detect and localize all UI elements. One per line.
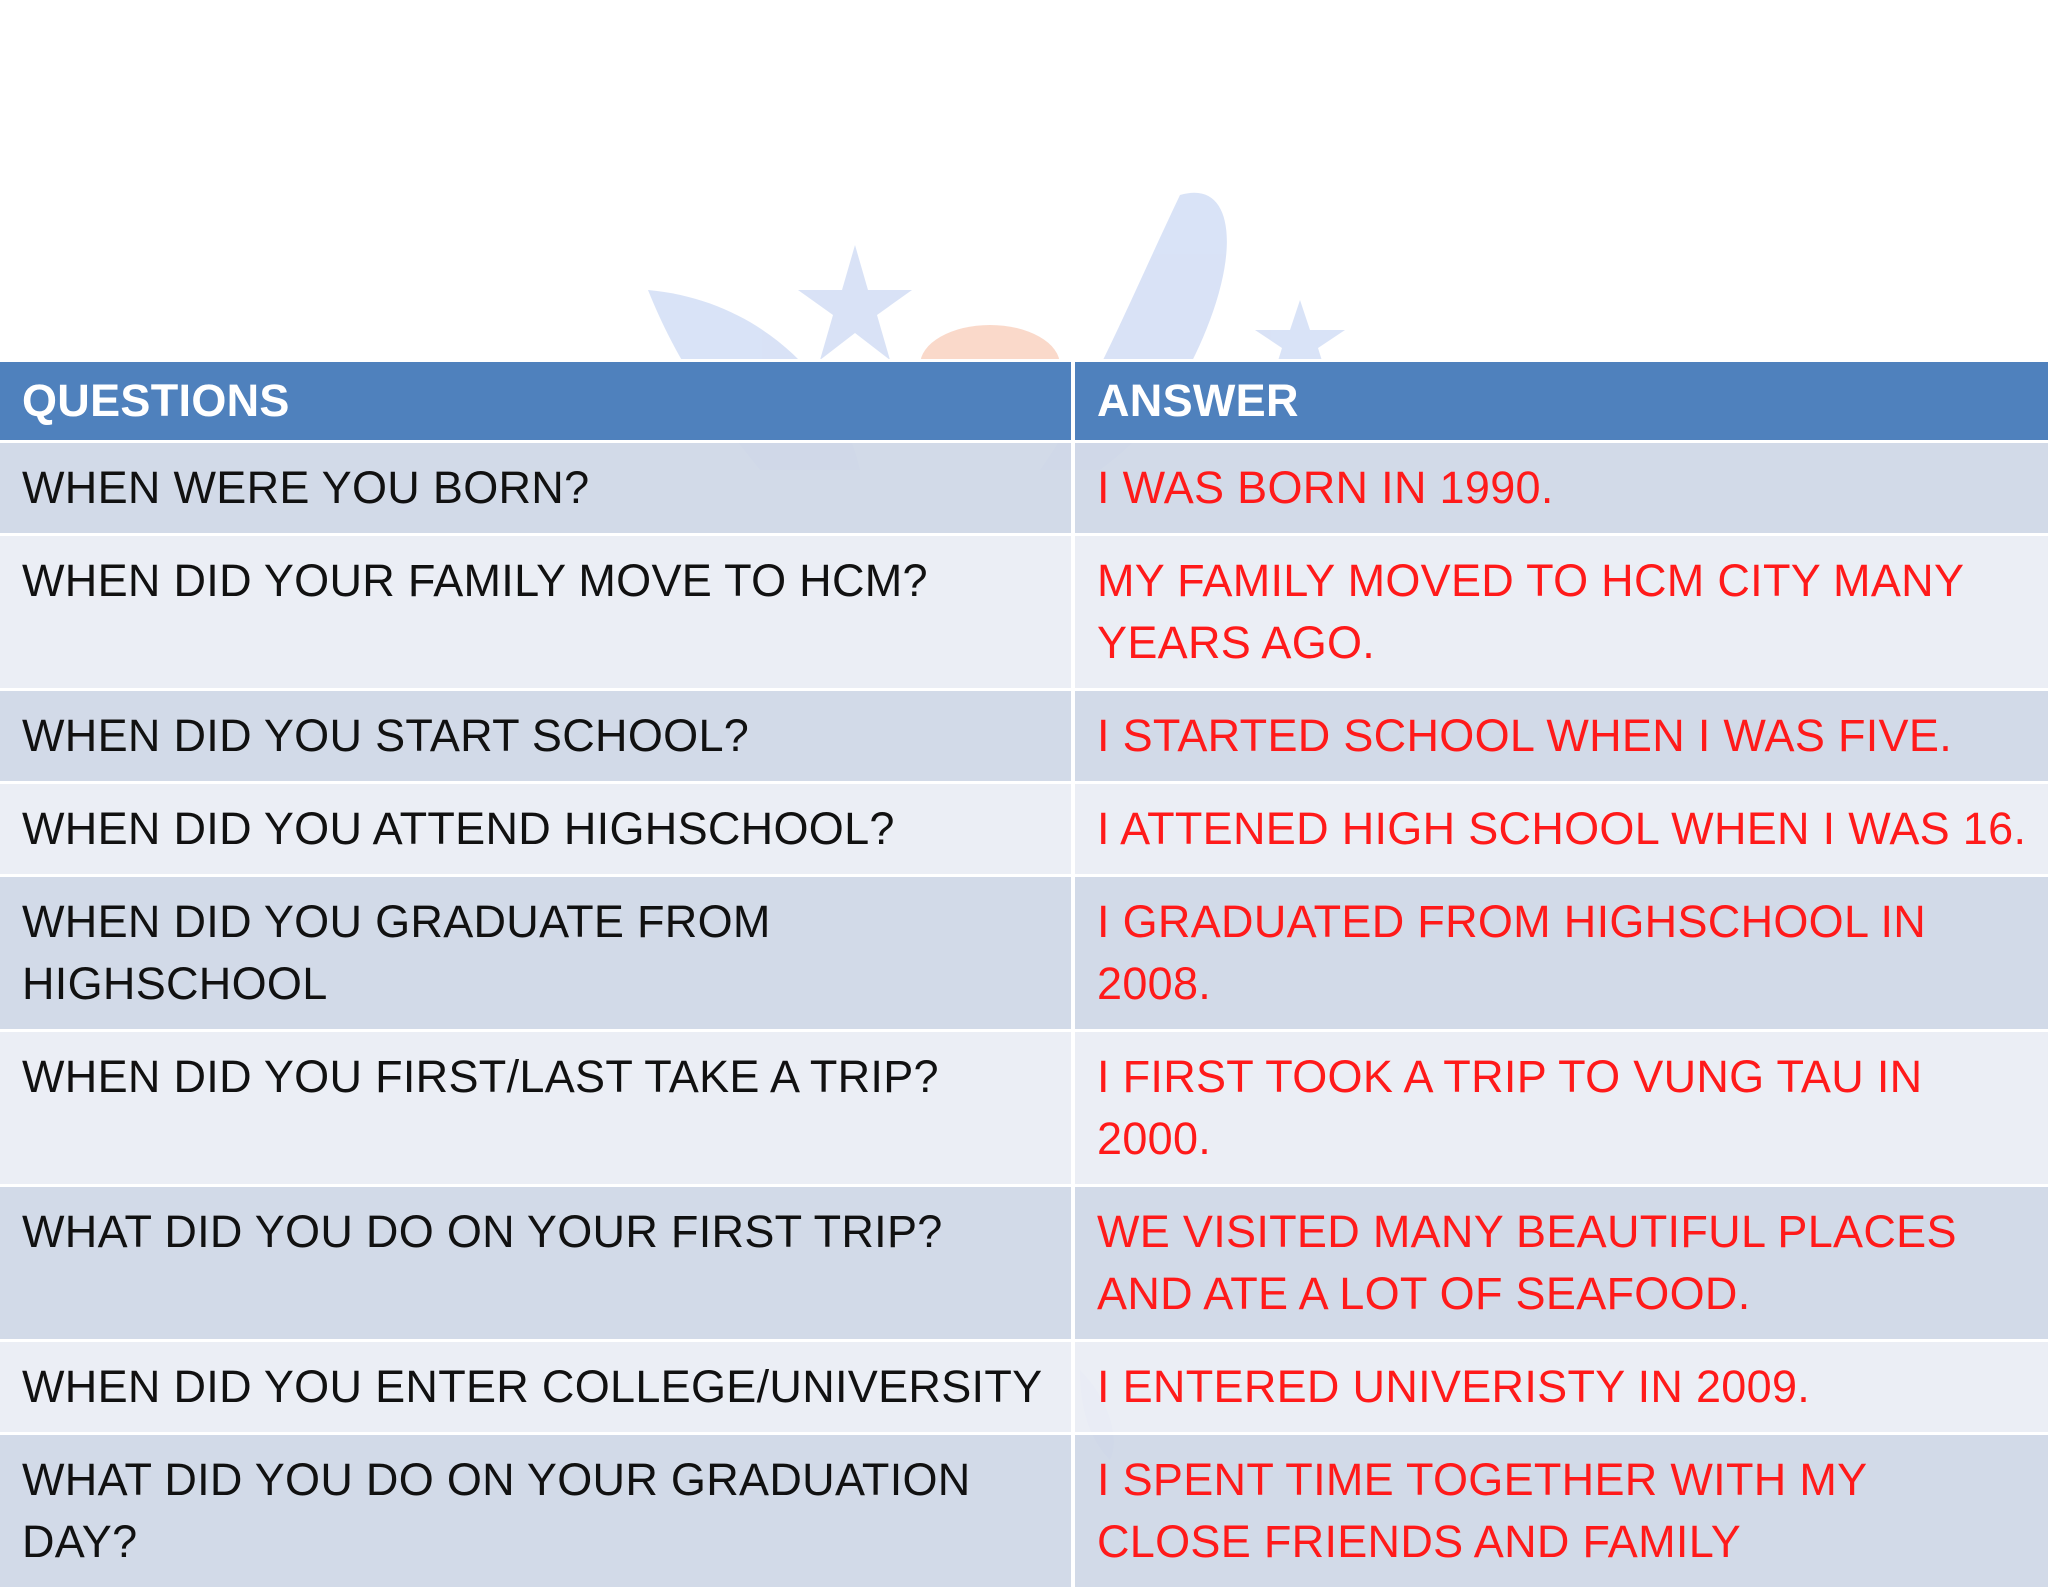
table-row	[0, 784, 2048, 877]
question-cell: WHEN DID YOU GRADUATE FROM HIGHSCHOOL	[0, 877, 1075, 1029]
question-cell: WHEN DID YOU START SCHOOL?	[0, 691, 1075, 781]
question-cell: WHEN DID YOU ATTEND HIGHSCHOOL?	[0, 784, 1075, 874]
questions-header: QUESTIONS	[0, 362, 1075, 440]
table-row	[0, 443, 2048, 536]
table-row	[0, 1032, 2048, 1187]
table-row	[0, 1342, 2048, 1435]
qa-table	[0, 359, 2048, 1590]
question-cell: WHEN DID YOU FIRST/LAST TAKE A TRIP?	[0, 1032, 1075, 1184]
table-header-row	[0, 362, 2048, 443]
answer-cell: I ENTERED UNIVERISTY IN 2009.	[1097, 1361, 1811, 1412]
answer-cell: MY FAMILY MOVED TO HCM CITY MANY YEARS AGO.	[1097, 555, 1964, 668]
answer-cell: I ATTENED HIGH SCHOOL WHEN I WAS 16.	[1097, 803, 2027, 854]
answer-cell: I FIRST TOOK A TRIP TO VUNG TAU IN 2000.	[1097, 1051, 1923, 1164]
answer-cell: WE VISITED MANY BEAUTIFUL PLACES AND ATE A LOT OF SEAFOOD.	[1097, 1206, 1957, 1319]
table-row	[0, 877, 2048, 1032]
table-row	[0, 1187, 2048, 1342]
table-row	[0, 691, 2048, 784]
answer-cell: I GRADUATED FROM HIGHSCHOOL IN 2008.	[1097, 896, 1927, 1009]
table-row	[0, 536, 2048, 691]
question-cell: WHAT DID YOU DO ON YOUR GRADUATION DAY?	[0, 1435, 1075, 1587]
answer-cell: I SPENT TIME TOGETHER WITH MY CLOSE FRIENDS AND FAMILY	[1097, 1454, 1867, 1567]
answer-cell: I STARTED SCHOOL WHEN I WAS FIVE.	[1097, 710, 1952, 761]
question-cell: WHEN WERE YOU BORN?	[0, 443, 1075, 533]
answer-header: ANSWER	[1097, 375, 1299, 426]
question-cell: WHEN DID YOU ENTER COLLEGE/UNIVERSITY	[0, 1342, 1075, 1432]
question-cell: WHAT DID YOU DO ON YOUR FIRST TRIP?	[0, 1187, 1075, 1339]
question-cell: WHEN DID YOUR FAMILY MOVE TO HCM?	[0, 536, 1075, 688]
answer-cell: I WAS BORN IN 1990.	[1097, 462, 1554, 513]
table-row	[0, 1435, 2048, 1590]
